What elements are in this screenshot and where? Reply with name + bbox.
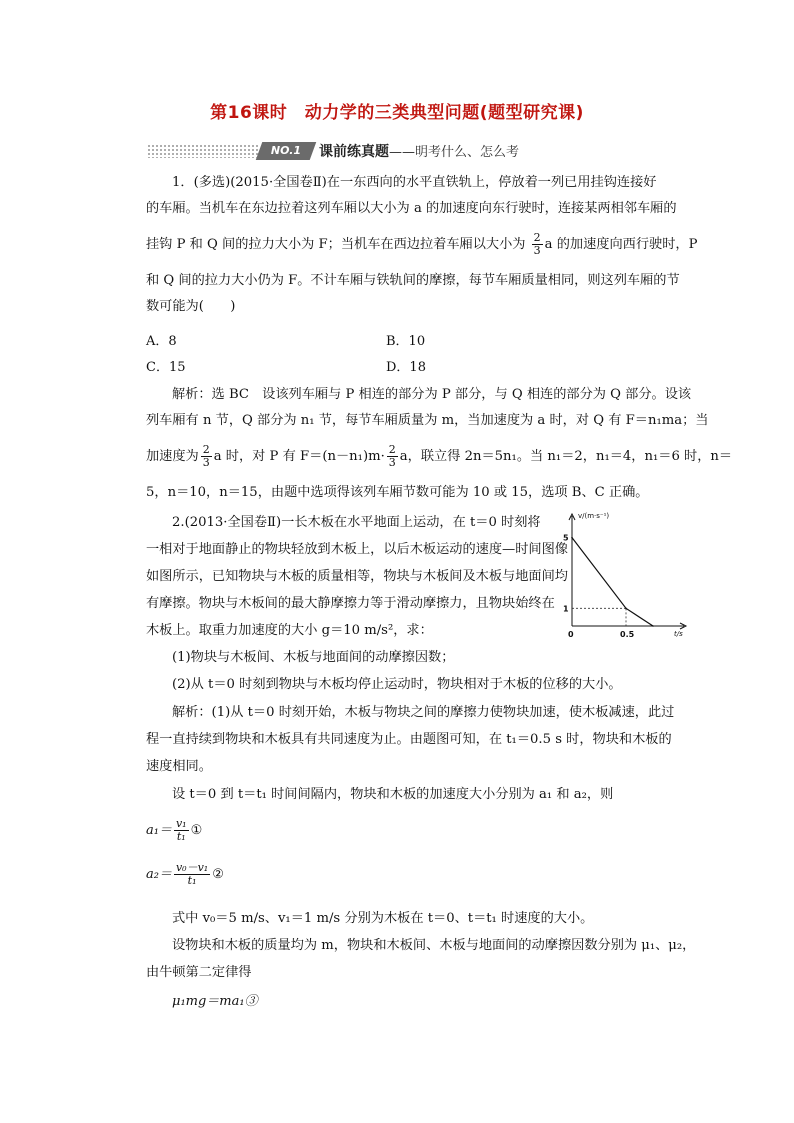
y-tick-label: 1 <box>563 604 569 614</box>
banner-dot-pattern <box>147 144 259 158</box>
equation-lhs: a₁＝ <box>146 823 172 838</box>
q1-text: 挂钩 P 和 Q 间的拉力大小为 F；当机车在西边拉着车厢以大小为 <box>146 237 530 252</box>
data-point <box>652 625 654 627</box>
section-banner <box>147 140 667 162</box>
velocity-time-chart <box>558 508 688 643</box>
a1-text: a 时，对 P 有 F＝(n－n₁)m· <box>213 449 385 464</box>
data-point <box>571 537 573 539</box>
q2-line: 2.(2013·全国卷Ⅱ)一长木板在水平地面上运动，在 t＝0 时刻将 <box>172 515 541 530</box>
q1-line: 和 Q 间的拉力大小仍为 F。不计车厢与铁轨间的摩擦，每节车厢质量相同，则这列车厢的节 <box>146 273 680 288</box>
x-axis-label: t/s <box>674 630 683 638</box>
banner-badge-text: NO.1 <box>270 144 302 157</box>
q2-line: 如图所示，已知物块与木板的质量相等，物块与木板间及木板与地面间均 <box>146 569 568 584</box>
y-tick-label: 5 <box>563 533 569 543</box>
equation-1 <box>146 818 202 843</box>
fraction-numerator: 2 <box>533 231 541 244</box>
q2-line: 一相对于地面静止的物块轻放到木板上，以后木板运动的速度—时间图像 <box>146 542 568 557</box>
a2-line: 速度相同。 <box>146 759 212 774</box>
q1-line: 的车厢。当机车在东边拉着这列车厢以大小为 a 的加速度向东行驶时，连接某两相邻车厢的 <box>146 201 677 216</box>
option-a: A．8 <box>146 334 177 349</box>
a1-line-with-fraction <box>146 443 733 470</box>
a1-text: 加速度为 <box>146 449 199 464</box>
option-c: C．15 <box>146 360 186 375</box>
x-tick-label: 0 <box>568 630 574 639</box>
a2-line: 设 t＝0 到 t＝t₁ 时间间隔内，物块和木板的加速度大小分别为 a₁ 和 a₂，则 <box>172 787 614 802</box>
equation-lhs: a₂＝ <box>146 867 172 882</box>
a1-line: 解析：选 BC 设该列车厢与 P 相连的部分为 P 部分，与 Q 相连的部分为 Q 部分。设该 <box>172 387 692 402</box>
fraction-numerator: 2 <box>388 443 396 456</box>
fraction-denominator: 3 <box>388 456 396 469</box>
a1-line: 列车厢有 n 节，Q 部分为 n₁ 节，每节车厢质量为 m，当加速度为 a 时，对 Q 有 F＝n₁ma；当 <box>146 413 709 428</box>
equation-number: ① <box>190 823 203 838</box>
banner-badge <box>256 142 317 160</box>
q1-line: 数可能为( ) <box>146 299 236 314</box>
fraction <box>201 444 212 469</box>
a2-line: 程一直持续到物块和木板具有共同速度为止。由题图可知，在 t₁＝0.5 s 时，物块和木板的 <box>146 732 672 747</box>
a1-text: a，联立得 2n＝5n₁。当 n₁＝2，n₁＝4，n₁＝6 时，n＝ <box>399 449 733 464</box>
q2-part-2: (2)从 t＝0 时刻到物块与木板均停止运动时，物块相对于木板的位移的大小。 <box>172 677 622 692</box>
option-d: D．18 <box>386 360 426 375</box>
data-point <box>625 608 627 610</box>
x-tick-label: 0.5 <box>620 630 635 639</box>
q2-part-1: (1)物块与木板间、木板与地面间的动摩擦因数； <box>172 650 455 665</box>
a2-line: 式中 v₀＝5 m/s、v₁＝1 m/s 分别为木板在 t＝0、t＝t₁ 时速度的大小。 <box>172 911 594 926</box>
fraction-numerator: v₀－v₁ <box>175 861 209 874</box>
option-b: B．10 <box>386 334 426 349</box>
fraction-numerator: 2 <box>202 443 210 456</box>
q1-line-with-fraction <box>146 231 698 258</box>
y-axis-label: v/(m·s⁻¹) <box>578 512 610 520</box>
a2-line: 设物块和木板的质量均为 m，物块和木板间、木板与地面间的动摩擦因数分别为 μ₁、μ₂， <box>172 938 696 953</box>
fraction-numerator: v₁ <box>175 817 187 830</box>
banner-heading <box>319 141 519 161</box>
fraction-denominator: t₁ <box>176 830 186 843</box>
q1-line: 1．(多选)(2015·全国卷Ⅱ)在一东西向的水平直铁轨上，停放着一列已用挂钩连接好 <box>172 175 657 190</box>
equation-number: ② <box>212 867 224 882</box>
banner-heading-main: 课前练真题 <box>319 144 389 160</box>
fraction-denominator: t₁ <box>187 874 197 887</box>
a1-line: 5，n＝10，n＝15，由题中选项得该列车厢节数可能为 10 或 15，选项 B、C 正确。 <box>146 485 649 500</box>
fraction <box>174 862 210 887</box>
equation-2 <box>146 862 224 887</box>
fraction <box>387 444 398 469</box>
chart-svg <box>558 508 688 643</box>
fraction-denominator: 3 <box>202 456 210 469</box>
q2-line: 有摩擦。物块与木板间的最大静摩擦力等于滑动摩擦力，且物块始终在 <box>146 596 555 611</box>
a2-line: 由牛顿第二定律得 <box>146 965 252 980</box>
fraction <box>174 818 189 843</box>
fraction <box>532 232 543 257</box>
q2-line: 木板上。取重力加速度的大小 g＝10 m/s²，求： <box>146 623 433 638</box>
page-title: 第16课时 动力学的三类典型问题(题型研究课) <box>210 103 584 123</box>
q1-text: a 的加速度向西行驶时，P <box>544 237 698 252</box>
equation-3: μ₁mg＝ma₁③ <box>172 994 258 1009</box>
a2-line: 解析：(1)从 t＝0 时刻开始，木板与物块之间的摩擦力使物块加速，使木板减速，此过 <box>172 705 675 720</box>
fraction-denominator: 3 <box>533 244 541 257</box>
banner-heading-sub: ——明考什么、怎么考 <box>389 145 520 160</box>
series-line <box>572 538 653 626</box>
